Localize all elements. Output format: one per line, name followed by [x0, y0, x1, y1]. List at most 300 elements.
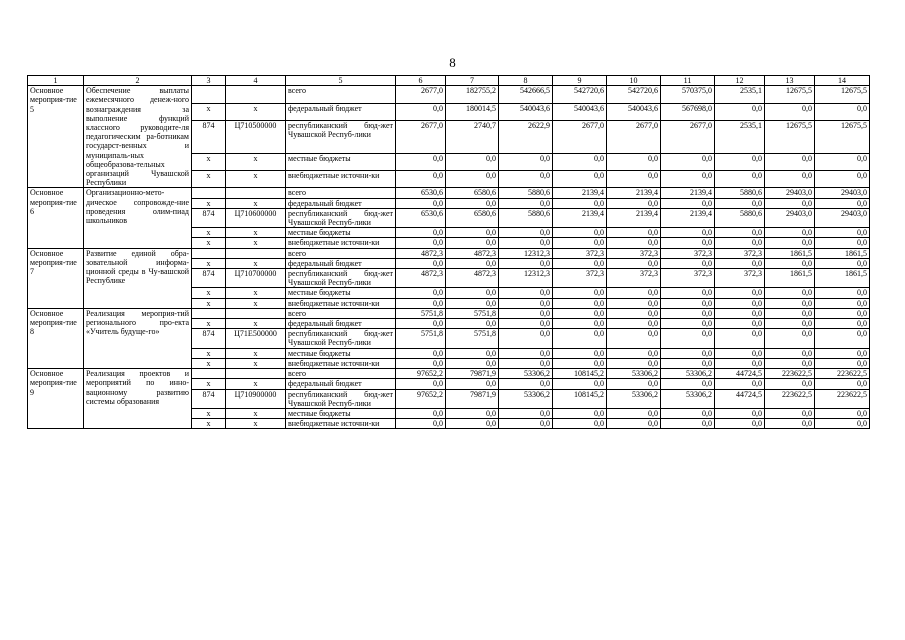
- amount-cell: 0,0: [499, 228, 553, 238]
- amount-cell: 0,0: [607, 198, 661, 208]
- funding-source-cell: всего: [286, 248, 396, 258]
- amount-cell: 0,0: [446, 198, 499, 208]
- amount-cell: 44724,5: [715, 369, 765, 379]
- amount-cell: 53306,2: [661, 389, 715, 408]
- amount-cell: 0,0: [396, 153, 446, 170]
- amount-cell: 0,0: [765, 288, 815, 298]
- amount-cell: 0,0: [715, 329, 765, 348]
- amount-cell: 4872,3: [446, 248, 499, 258]
- funding-source-cell: республиканский бюд-жет Чувашской Респуб-лики: [286, 329, 396, 348]
- amount-cell: 0,0: [499, 258, 553, 268]
- amount-cell: 542720,6: [607, 86, 661, 103]
- column-number: 7: [446, 76, 499, 86]
- funding-source-cell: внебюджетные источни-ки: [286, 419, 396, 429]
- funding-source-cell: федеральный бюджет: [286, 319, 396, 329]
- administrator-code-cell: х: [192, 419, 226, 429]
- amount-cell: 0,0: [446, 358, 499, 368]
- amount-cell: 0,0: [765, 198, 815, 208]
- amount-cell: 0,0: [396, 408, 446, 418]
- funding-source-cell: местные бюджеты: [286, 153, 396, 170]
- budget-code-cell: х: [226, 419, 286, 429]
- budget-code-cell: х: [226, 319, 286, 329]
- event-name-cell: Основное мероприя-тие 7: [28, 248, 84, 308]
- amount-cell: 29403,0: [815, 208, 870, 227]
- amount-cell: 2139,4: [661, 208, 715, 227]
- amount-cell: 53306,2: [607, 369, 661, 379]
- budget-code-cell: Ц71Е500000: [226, 329, 286, 348]
- column-number: 12: [715, 76, 765, 86]
- amount-cell: 1861,5: [765, 269, 815, 288]
- amount-cell: 0,0: [396, 298, 446, 308]
- amount-cell: 0,0: [396, 379, 446, 389]
- amount-cell: 0,0: [661, 348, 715, 358]
- amount-cell: 2677,0: [661, 120, 715, 153]
- amount-cell: 540043,6: [607, 103, 661, 120]
- administrator-code-cell: х: [192, 153, 226, 170]
- amount-cell: 0,0: [815, 288, 870, 298]
- amount-cell: 0,0: [765, 258, 815, 268]
- amount-cell: 2139,4: [607, 188, 661, 198]
- amount-cell: 2139,4: [661, 188, 715, 198]
- administrator-code-cell: х: [192, 198, 226, 208]
- amount-cell: 0,0: [553, 228, 607, 238]
- administrator-code-cell: [192, 188, 226, 198]
- administrator-code-cell: х: [192, 288, 226, 298]
- event-description-cell: Обеспечение выплаты ежемесячного денеж-ного вознаграждения за выполнение функций классного руководите-ля педагогическим ра-ботникам государст-венных и муниципаль-ных общеобразова-тельных организаций Чувашской Республики: [84, 86, 192, 188]
- amount-cell: 540043,6: [553, 103, 607, 120]
- amount-cell: 0,0: [661, 329, 715, 348]
- budget-code-cell: х: [226, 348, 286, 358]
- amount-cell: 0,0: [715, 288, 765, 298]
- amount-cell: 0,0: [499, 329, 553, 348]
- amount-cell: 6530,6: [396, 188, 446, 198]
- column-number-row: [28, 76, 870, 86]
- table-row: [28, 188, 870, 198]
- amount-cell: 0,0: [396, 238, 446, 248]
- amount-cell: 0,0: [396, 228, 446, 238]
- column-number: 3: [192, 76, 226, 86]
- budget-code-cell: х: [226, 358, 286, 368]
- amount-cell: 108145,2: [553, 369, 607, 379]
- amount-cell: 2740,7: [446, 120, 499, 153]
- amount-cell: 0,0: [396, 358, 446, 368]
- column-number: 2: [84, 76, 192, 86]
- amount-cell: 108145,2: [553, 389, 607, 408]
- budget-code-cell: х: [226, 238, 286, 248]
- budget-code-cell: [226, 86, 286, 103]
- amount-cell: 0,0: [553, 288, 607, 298]
- amount-cell: 5880,6: [715, 208, 765, 227]
- amount-cell: 29403,0: [765, 208, 815, 227]
- administrator-code-cell: х: [192, 171, 226, 188]
- column-number: 9: [553, 76, 607, 86]
- amount-cell: 0,0: [499, 308, 553, 318]
- amount-cell: 29403,0: [815, 188, 870, 198]
- amount-cell: 0,0: [661, 171, 715, 188]
- funding-source-cell: внебюджетные источни-ки: [286, 171, 396, 188]
- amount-cell: 1861,5: [815, 248, 870, 258]
- amount-cell: 0,0: [765, 379, 815, 389]
- amount-cell: 12675,5: [815, 120, 870, 153]
- amount-cell: 0,0: [607, 379, 661, 389]
- amount-cell: 542720,6: [553, 86, 607, 103]
- amount-cell: 0,0: [499, 171, 553, 188]
- amount-cell: 542666,5: [499, 86, 553, 103]
- amount-cell: 0,0: [607, 419, 661, 429]
- budget-code-cell: Ц710500000: [226, 120, 286, 153]
- amount-cell: 12312,3: [499, 269, 553, 288]
- amount-cell: 0,0: [607, 153, 661, 170]
- amount-cell: 79871,9: [446, 369, 499, 379]
- event-name-cell: Основное мероприя-тие 5: [28, 86, 84, 188]
- column-number: 6: [396, 76, 446, 86]
- amount-cell: 0,0: [661, 238, 715, 248]
- amount-cell: 0,0: [765, 408, 815, 418]
- amount-cell: 0,0: [446, 258, 499, 268]
- amount-cell: 0,0: [661, 258, 715, 268]
- amount-cell: 79871,9: [446, 389, 499, 408]
- amount-cell: 0,0: [446, 288, 499, 298]
- amount-cell: 0,0: [499, 198, 553, 208]
- amount-cell: 0,0: [553, 319, 607, 329]
- amount-cell: 0,0: [607, 408, 661, 418]
- amount-cell: 0,0: [765, 228, 815, 238]
- amount-cell: 0,0: [553, 153, 607, 170]
- amount-cell: 0,0: [396, 419, 446, 429]
- amount-cell: 0,0: [815, 228, 870, 238]
- amount-cell: 0,0: [815, 258, 870, 268]
- administrator-code-cell: х: [192, 319, 226, 329]
- budget-code-cell: Ц710600000: [226, 208, 286, 227]
- amount-cell: 0,0: [661, 358, 715, 368]
- amount-cell: 0,0: [661, 228, 715, 238]
- administrator-code-cell: 874: [192, 208, 226, 227]
- amount-cell: 0,0: [661, 408, 715, 418]
- amount-cell: 0,0: [446, 153, 499, 170]
- amount-cell: 0,0: [607, 288, 661, 298]
- amount-cell: 0,0: [499, 408, 553, 418]
- amount-cell: 2535,1: [715, 120, 765, 153]
- amount-cell: 0,0: [815, 358, 870, 368]
- event-description-cell: Организационно-мето-дическое сопровожде-ние проведения олим-пиад школьников: [84, 188, 192, 248]
- budget-table: [27, 75, 870, 429]
- funding-source-cell: всего: [286, 86, 396, 103]
- amount-cell: 0,0: [815, 348, 870, 358]
- amount-cell: 0,0: [499, 319, 553, 329]
- amount-cell: 0,0: [715, 228, 765, 238]
- amount-cell: 0,0: [661, 298, 715, 308]
- administrator-code-cell: х: [192, 298, 226, 308]
- amount-cell: 0,0: [815, 171, 870, 188]
- amount-cell: 0,0: [815, 103, 870, 120]
- administrator-code-cell: 874: [192, 389, 226, 408]
- amount-cell: 0,0: [765, 298, 815, 308]
- amount-cell: 0,0: [765, 103, 815, 120]
- amount-cell: 97652,2: [396, 389, 446, 408]
- amount-cell: 372,3: [553, 248, 607, 258]
- amount-cell: 0,0: [765, 419, 815, 429]
- amount-cell: 2677,0: [396, 86, 446, 103]
- amount-cell: 0,0: [396, 171, 446, 188]
- amount-cell: 0,0: [815, 329, 870, 348]
- amount-cell: 0,0: [607, 329, 661, 348]
- amount-cell: 0,0: [661, 319, 715, 329]
- administrator-code-cell: х: [192, 358, 226, 368]
- amount-cell: 97652,2: [396, 369, 446, 379]
- amount-cell: 0,0: [715, 171, 765, 188]
- amount-cell: 5751,8: [446, 329, 499, 348]
- amount-cell: 2622,9: [499, 120, 553, 153]
- table-row: [28, 308, 870, 318]
- amount-cell: 0,0: [607, 298, 661, 308]
- amount-cell: 0,0: [715, 298, 765, 308]
- budget-code-cell: х: [226, 228, 286, 238]
- amount-cell: 0,0: [661, 288, 715, 298]
- amount-cell: 0,0: [396, 103, 446, 120]
- amount-cell: 0,0: [553, 308, 607, 318]
- amount-cell: 0,0: [765, 238, 815, 248]
- amount-cell: 0,0: [765, 329, 815, 348]
- budget-code-cell: [226, 188, 286, 198]
- amount-cell: 0,0: [553, 419, 607, 429]
- budget-code-cell: х: [226, 171, 286, 188]
- amount-cell: 0,0: [499, 288, 553, 298]
- amount-cell: 0,0: [446, 379, 499, 389]
- amount-cell: 2677,0: [396, 120, 446, 153]
- amount-cell: 567698,0: [661, 103, 715, 120]
- amount-cell: 0,0: [815, 379, 870, 389]
- amount-cell: 1861,5: [815, 269, 870, 288]
- amount-cell: 5880,6: [499, 208, 553, 227]
- amount-cell: 0,0: [446, 319, 499, 329]
- amount-cell: 0,0: [607, 238, 661, 248]
- amount-cell: 0,0: [715, 153, 765, 170]
- amount-cell: 44724,5: [715, 389, 765, 408]
- funding-source-cell: федеральный бюджет: [286, 379, 396, 389]
- amount-cell: 0,0: [396, 348, 446, 358]
- amount-cell: 0,0: [553, 258, 607, 268]
- budget-code-cell: х: [226, 198, 286, 208]
- amount-cell: 0,0: [661, 379, 715, 389]
- amount-cell: 0,0: [446, 228, 499, 238]
- amount-cell: 0,0: [499, 298, 553, 308]
- amount-cell: 0,0: [765, 348, 815, 358]
- amount-cell: 0,0: [661, 198, 715, 208]
- amount-cell: 0,0: [553, 379, 607, 389]
- funding-source-cell: внебюджетные источни-ки: [286, 298, 396, 308]
- amount-cell: 0,0: [446, 348, 499, 358]
- amount-cell: 0,0: [715, 238, 765, 248]
- amount-cell: 0,0: [815, 308, 870, 318]
- amount-cell: 2139,4: [553, 208, 607, 227]
- amount-cell: 0,0: [499, 419, 553, 429]
- event-name-cell: Основное мероприя-тие 9: [28, 369, 84, 429]
- amount-cell: 372,3: [661, 269, 715, 288]
- event-name-cell: Основное мероприя-тие 8: [28, 308, 84, 368]
- amount-cell: 0,0: [396, 198, 446, 208]
- funding-source-cell: внебюджетные источни-ки: [286, 238, 396, 248]
- column-number: 4: [226, 76, 286, 86]
- administrator-code-cell: х: [192, 348, 226, 358]
- amount-cell: 0,0: [396, 288, 446, 298]
- amount-cell: 0,0: [661, 419, 715, 429]
- amount-cell: 2139,4: [553, 188, 607, 198]
- column-number: 13: [765, 76, 815, 86]
- amount-cell: 0,0: [553, 298, 607, 308]
- event-description-cell: Реализация проектов и мероприятий по инно-вационному развитию системы образования: [84, 369, 192, 429]
- amount-cell: 5751,8: [396, 308, 446, 318]
- column-number: 8: [499, 76, 553, 86]
- administrator-code-cell: [192, 308, 226, 318]
- amount-cell: 4872,3: [396, 269, 446, 288]
- amount-cell: 0,0: [715, 308, 765, 318]
- amount-cell: 372,3: [607, 269, 661, 288]
- amount-cell: 0,0: [815, 238, 870, 248]
- amount-cell: 12312,3: [499, 248, 553, 258]
- amount-cell: 0,0: [446, 238, 499, 248]
- amount-cell: 0,0: [553, 238, 607, 248]
- amount-cell: 29403,0: [765, 188, 815, 198]
- administrator-code-cell: х: [192, 228, 226, 238]
- amount-cell: 0,0: [553, 198, 607, 208]
- amount-cell: 0,0: [446, 171, 499, 188]
- table-row: [28, 248, 870, 258]
- administrator-code-cell: 874: [192, 329, 226, 348]
- amount-cell: 12675,5: [765, 120, 815, 153]
- amount-cell: 0,0: [765, 319, 815, 329]
- funding-source-cell: федеральный бюджет: [286, 103, 396, 120]
- amount-cell: 0,0: [607, 308, 661, 318]
- amount-cell: 0,0: [446, 419, 499, 429]
- amount-cell: 0,0: [715, 319, 765, 329]
- amount-cell: 0,0: [815, 198, 870, 208]
- funding-source-cell: всего: [286, 308, 396, 318]
- amount-cell: 0,0: [607, 171, 661, 188]
- event-description-cell: Развитие единой обра-зовательной информа-ционной среды в Чу-вашской Республике: [84, 248, 192, 308]
- amount-cell: 372,3: [553, 269, 607, 288]
- funding-source-cell: местные бюджеты: [286, 348, 396, 358]
- administrator-code-cell: 874: [192, 269, 226, 288]
- amount-cell: 0,0: [553, 408, 607, 418]
- amount-cell: 0,0: [715, 198, 765, 208]
- amount-cell: 0,0: [607, 228, 661, 238]
- amount-cell: 0,0: [815, 298, 870, 308]
- budget-code-cell: х: [226, 258, 286, 268]
- administrator-code-cell: х: [192, 408, 226, 418]
- budget-code-cell: х: [226, 288, 286, 298]
- administrator-code-cell: [192, 86, 226, 103]
- budget-code-cell: х: [226, 298, 286, 308]
- amount-cell: 12675,5: [815, 86, 870, 103]
- amount-cell: 0,0: [499, 348, 553, 358]
- funding-source-cell: республиканский бюд-жет Чувашской Респуб-лики: [286, 120, 396, 153]
- budget-code-cell: Ц710900000: [226, 389, 286, 408]
- administrator-code-cell: х: [192, 238, 226, 248]
- amount-cell: 372,3: [661, 248, 715, 258]
- administrator-code-cell: х: [192, 103, 226, 120]
- amount-cell: 0,0: [765, 308, 815, 318]
- amount-cell: 0,0: [765, 153, 815, 170]
- funding-source-cell: местные бюджеты: [286, 288, 396, 298]
- amount-cell: 53306,2: [661, 369, 715, 379]
- amount-cell: 0,0: [553, 329, 607, 348]
- budget-code-cell: х: [226, 153, 286, 170]
- budget-code-cell: [226, 369, 286, 379]
- amount-cell: 5751,8: [446, 308, 499, 318]
- amount-cell: 5880,6: [499, 188, 553, 198]
- amount-cell: 0,0: [446, 298, 499, 308]
- amount-cell: 0,0: [499, 153, 553, 170]
- amount-cell: 0,0: [815, 419, 870, 429]
- funding-source-cell: республиканский бюд-жет Чувашской Респуб-лики: [286, 269, 396, 288]
- administrator-code-cell: [192, 248, 226, 258]
- amount-cell: 0,0: [715, 379, 765, 389]
- amount-cell: 1861,5: [765, 248, 815, 258]
- amount-cell: 12675,5: [765, 86, 815, 103]
- amount-cell: 5880,6: [715, 188, 765, 198]
- amount-cell: 372,3: [715, 248, 765, 258]
- amount-cell: 0,0: [715, 103, 765, 120]
- amount-cell: 0,0: [815, 408, 870, 418]
- column-number: 10: [607, 76, 661, 86]
- amount-cell: 0,0: [553, 171, 607, 188]
- page-number: 8: [449, 55, 456, 70]
- amount-cell: 0,0: [715, 348, 765, 358]
- funding-source-cell: внебюджетные источни-ки: [286, 358, 396, 368]
- amount-cell: 0,0: [661, 308, 715, 318]
- amount-cell: 540043,6: [499, 103, 553, 120]
- column-number: 11: [661, 76, 715, 86]
- administrator-code-cell: х: [192, 379, 226, 389]
- funding-source-cell: республиканский бюд-жет Чувашской Респуб-лики: [286, 389, 396, 408]
- budget-code-cell: Ц710700000: [226, 269, 286, 288]
- amount-cell: 0,0: [715, 258, 765, 268]
- amount-cell: 6530,6: [396, 208, 446, 227]
- column-number: 1: [28, 76, 84, 86]
- amount-cell: 0,0: [607, 358, 661, 368]
- amount-cell: 2139,4: [607, 208, 661, 227]
- amount-cell: 0,0: [607, 319, 661, 329]
- amount-cell: 0,0: [396, 319, 446, 329]
- amount-cell: 372,3: [607, 248, 661, 258]
- budget-code-cell: х: [226, 103, 286, 120]
- amount-cell: 570375,0: [661, 86, 715, 103]
- amount-cell: 223622,5: [815, 369, 870, 379]
- amount-cell: 0,0: [396, 258, 446, 268]
- table-row: [28, 86, 870, 103]
- amount-cell: 0,0: [607, 258, 661, 268]
- amount-cell: 2677,0: [553, 120, 607, 153]
- amount-cell: 0,0: [815, 153, 870, 170]
- amount-cell: 0,0: [661, 153, 715, 170]
- funding-source-cell: местные бюджеты: [286, 408, 396, 418]
- amount-cell: 0,0: [715, 419, 765, 429]
- amount-cell: 0,0: [815, 319, 870, 329]
- budget-code-cell: [226, 248, 286, 258]
- amount-cell: 0,0: [553, 348, 607, 358]
- amount-cell: 182755,2: [446, 86, 499, 103]
- budget-code-cell: х: [226, 379, 286, 389]
- amount-cell: 2677,0: [607, 120, 661, 153]
- amount-cell: 0,0: [499, 379, 553, 389]
- funding-source-cell: федеральный бюджет: [286, 258, 396, 268]
- administrator-code-cell: х: [192, 258, 226, 268]
- amount-cell: 0,0: [499, 358, 553, 368]
- event-name-cell: Основное мероприя-тие 6: [28, 188, 84, 248]
- amount-cell: 6580,6: [446, 208, 499, 227]
- amount-cell: 53306,2: [499, 389, 553, 408]
- amount-cell: 0,0: [765, 358, 815, 368]
